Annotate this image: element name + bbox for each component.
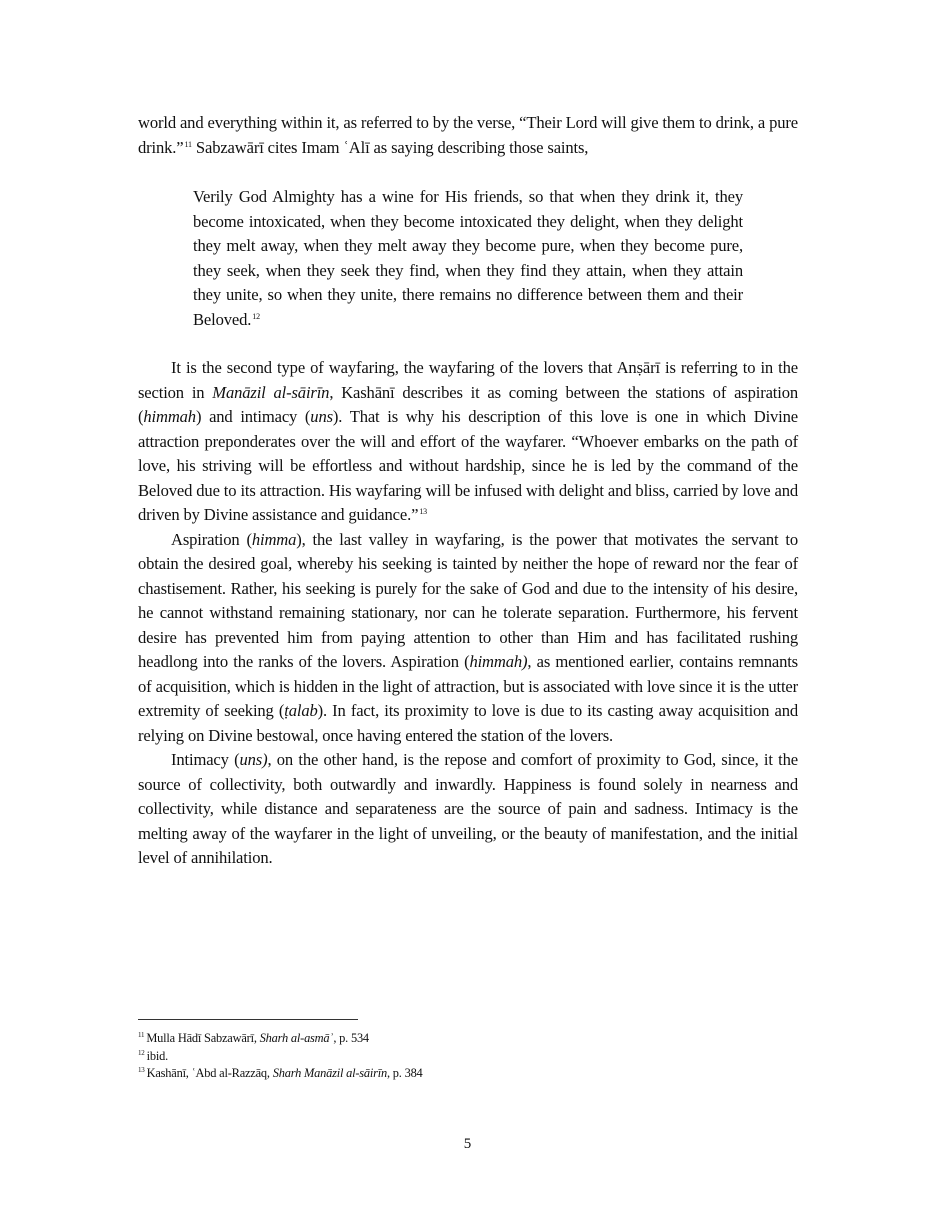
footnote-ref-12[interactable]: 12 [252,311,260,321]
para3-text-1: Intimacy ( [171,750,240,769]
para1-italic-2: himmah [143,407,196,426]
para1-italic-1: Manāzil al-sāirīn [212,382,330,402]
para3-text-2: , on the other hand, is the repose and comfort of proximity to God, since, it the source of collectivity, both outwardly and inwardly. Happiness is found solely in nearness and collectivity, while distance and separateness are the source of pain and sadness. Intimacy is the melting away of the wayfarer in the light of unveiling, or the beauty of manifestation, and the initial level of annihilation. [138,750,798,867]
para3-italic-1: uns) [239,750,268,769]
footnote-13 [138,1065,798,1083]
para2-italic-2: himmah) [469,652,528,671]
footnote-text: Mulla Hādī Sabzawārī, [146,1031,260,1045]
para2-text-1: Aspiration ( [171,529,252,549]
intro-paragraph [138,111,798,160]
para1-italic-3: uns [310,407,333,426]
footnote-page: , p. 534 [333,1031,369,1045]
footnote-11 [138,1030,798,1048]
intro-text-2: Sabzawārī cites Imam ʿAlī as saying describing those saints, [191,137,589,157]
footnote-ref-11[interactable]: 11 [184,139,192,149]
footnote-page: , p. 384 [386,1066,423,1080]
paragraph-wayfaring-lovers [138,356,798,528]
block-quote [193,185,743,333]
para1-text-3: ) and intimacy ( [195,407,311,426]
footnote-number: 12 [138,1048,145,1057]
para1-text-1: It is the second type of wayfaring, the wayfaring of the lovers that Anṣārī is referring to in the section in [138,358,798,402]
para1-text-4: ). That is why his description of this love is one in which Divine attraction preponderates over the will and effort of the wayfarer. “Whoever embarks on the path of love, his striving will be effortless and without hardship, since he is led by the command of the Beloved due to its attraction. His wayfaring will be infused with delight and bliss, carried by love and driven by Divine assistance and guidance.” [138,407,798,524]
paragraph-aspiration [138,528,798,749]
footnotes [138,1030,798,1083]
footnote-text: ibid. [146,1048,168,1063]
para2-text-4: ). In fact, its proximity to love is due to its casting away acquisition and relying on Divine bestowal, once having entered the station of the lovers. [138,701,798,745]
footnote-title: Sharh al-asmāʾ [259,1031,334,1045]
footnote-ref-13[interactable]: 13 [419,507,428,516]
para1-text-2: , Kashānī describes it as coming between the stations of aspiration ( [138,382,799,426]
footnote-title: Sharh Manāzil al-sāirīn [272,1066,387,1080]
para2-text-3: , as mentioned earlier, contains remnants of acquisition, which is hidden in the light of attraction, but is associated with love since it is the utter extremity of seeking ( [138,652,798,720]
intro-text-1: world and everything within it, as referred to by the verse, “Their Lord will give them to drink, a pure drink.” [138,113,798,157]
para2-text-2: ), the last valley in wayfaring, is the power that motivates the servant to obtain the desired goal, whereby his seeking is tainted by neither the hope of reward nor the fear of chastisement. Rather, his seeking is purely for the sake of God and due to the intensity of his desire, he cannot withstand remaining stationary, nor can he tolerate separation. Furthermore, his fervent desire has prevented him from paying attention to other than Him and has facilitated rushing headlong into the ranks of the lovers. Aspiration ( [138,529,798,671]
quote-text: Verily God Almighty has a wine for His friends, so that when they drink it, they become intoxicated, when they become intoxicated they delight, when they delight they melt away, when they melt away they become pure, when they become pure, they seek, when they seek they find, when they find they attain, when they attain they unite, so when they unite, there remains no difference between them and their Beloved. [193,187,743,329]
footnote-number: 13 [138,1066,145,1074]
paragraph-intimacy [138,748,798,871]
para2-italic-1: himma [251,529,297,549]
footnote-12 [138,1048,798,1066]
para2-italic-3: ṭalab [284,701,318,720]
footnote-text: Kashānī, ʿAbd al-Razzāq, [146,1066,273,1080]
footnote-divider [138,1019,358,1020]
footnote-number: 11 [138,1031,145,1039]
main-text [138,356,798,871]
page-number: 5 [463,1136,472,1152]
